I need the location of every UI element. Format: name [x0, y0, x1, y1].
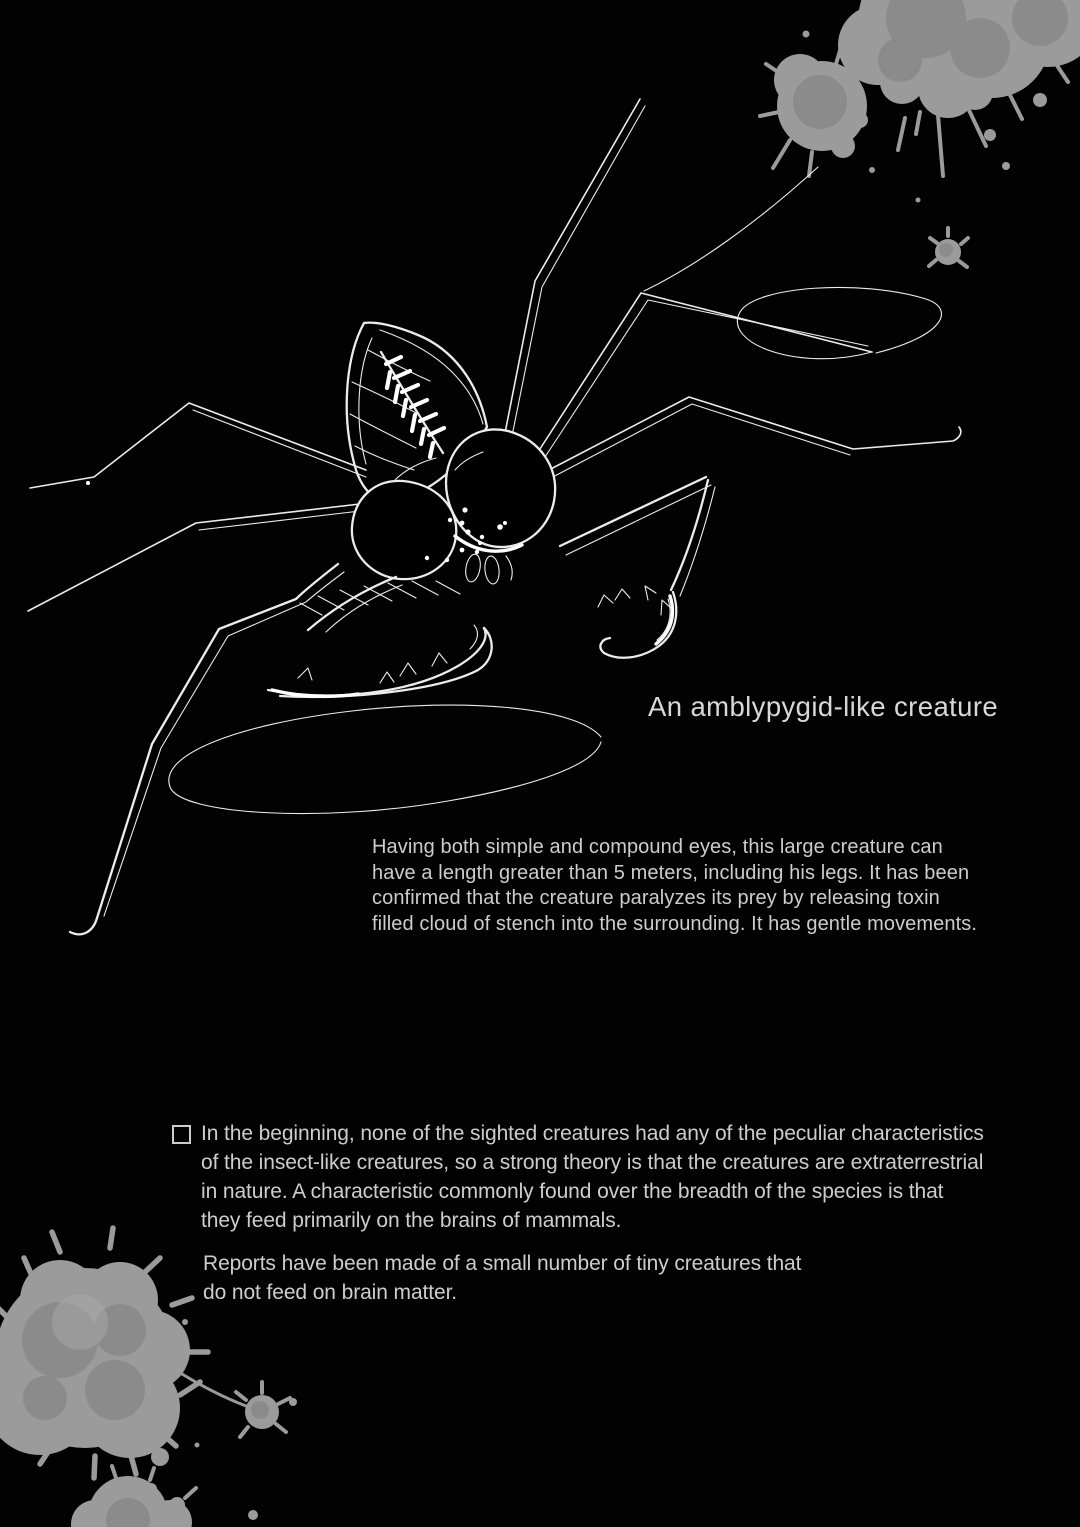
- illustration-caption: An amblypygid-like creature: [648, 691, 999, 722]
- text-line: Having both simple and compound eyes, this large creature can: [372, 836, 943, 858]
- leg-right-loop: [538, 287, 941, 457]
- text-line: In the beginning, none of the sighted creatures had any of the peculiar characteristics: [201, 1122, 984, 1145]
- pedipalp-right: [560, 477, 715, 658]
- leg-left-middle: [28, 504, 360, 611]
- whip-leg-upper: [644, 167, 818, 291]
- addendum-text: [203, 1249, 801, 1307]
- whip-leg-loop: [737, 287, 941, 358]
- field-note-text: [201, 1119, 984, 1235]
- whip-leg-lower-loop: [169, 705, 601, 813]
- description-text: [372, 835, 977, 937]
- leg-left-lower: [70, 564, 344, 934]
- underside-hatching: [300, 581, 460, 615]
- cephalothorax: [352, 429, 555, 584]
- ink-splatter-top-right: [760, 0, 1080, 203]
- mouth-parts: [464, 553, 513, 585]
- text-line: in nature. A characteristic commonly found over the breadth of the species is that: [201, 1180, 944, 1203]
- ink-splat-dot: [929, 228, 968, 267]
- open-square-bullet-icon: [172, 1125, 191, 1144]
- text-line: of the insect-like creatures, so a strong theory is that the creatures are extraterrestrial: [201, 1151, 984, 1174]
- leg-right-lower: [545, 397, 961, 479]
- leg-left-upper: [30, 403, 366, 488]
- amblypygid-creature: [28, 99, 961, 934]
- text-line: do not feed on brain matter.: [203, 1281, 458, 1304]
- text-line: Reports have been made of a small number of tiny creatures that: [203, 1252, 802, 1275]
- text-line: have a length greater than 5 meters, including his legs. It has been: [372, 861, 970, 884]
- leg-right-vertical: [505, 99, 645, 436]
- leaf-spine: [381, 352, 443, 453]
- text-line: confirmed that the creature paralyzes its prey by releasing toxin: [372, 887, 940, 910]
- text-line: they feed primarily on the brains of mammals.: [201, 1209, 622, 1232]
- text-line: filled cloud of stench into the surrounding. It has gentle movements.: [372, 912, 978, 935]
